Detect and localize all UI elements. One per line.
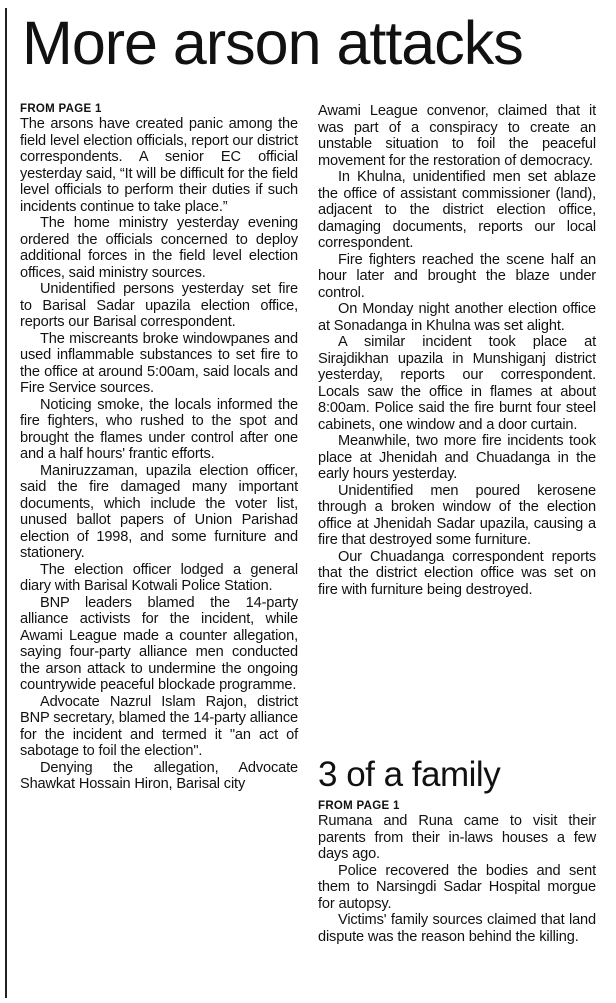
paragraph: The home ministry yesterday evening ordered the officials concerned to deploy additional forces in the field level election offices, said ministry sources. <box>20 215 298 281</box>
paragraph: Noticing smoke, the locals informed the fire fighters, who rushed to the spot and brought the flames under control after one and a half hours' frantic efforts. <box>20 396 298 462</box>
paragraph: In Khulna, unidentified men set ablaze the office of assistant commissioner (land), adjacent to the district election office, damaging documents, reports our local correspondent. <box>318 169 596 251</box>
paragraph: Unidentified persons yesterday set fire to Barisal Sadar upazila election office, reports our Barisal correspondent. <box>20 281 298 330</box>
paragraph: Our Chuadanga correspondent reports that the district election office was set on fire with furniture being destroyed. <box>318 548 596 598</box>
paragraph: Victims' family sources claimed that land dispute was the reason behind the killing. <box>318 912 596 945</box>
paragraph: The arsons have created panic among the field level election officials, report our district correspondents. A senior EC official yesterday said, “It will be difficult for the field level officials to perform their duties if such incidents continue to take place.” <box>20 116 298 215</box>
paragraph: BNP leaders blamed the 14-party alliance activists for the incident, while Awami League made a counter allegation, saying four-party alliance men conducted the arson attack to undermine the ongoing countrywide peaceful blockade programme. <box>20 594 298 693</box>
paragraph: Police recovered the bodies and sent them to Narsingdi Sadar Hospital morgue for autopsy. <box>318 862 596 912</box>
second-story <box>318 800 596 945</box>
paragraph: On Monday night another election office at Sonadanga in Khulna was set alight. <box>318 301 596 334</box>
headline: More arson attacks <box>22 9 523 77</box>
paragraph: Unidentified men poured kerosene through a broken window of the election office at Jhenidah Sadar upazila, causing a fire that destroyed some furniture. <box>318 482 596 548</box>
paragraph: Rumana and Runa came to visit their parents from their in-laws houses a few days ago. <box>318 813 596 862</box>
paragraph: Fire fighters reached the scene half an hour later and brought the blaze under control. <box>318 251 596 301</box>
second-story-headline: 3 of a family <box>318 755 501 794</box>
column-rule <box>5 8 7 998</box>
paragraph: Denying the allegation, Advocate Shawkat Hossain Hiron, Barisal city <box>20 759 298 792</box>
paragraph: The miscreants broke windowpanes and used inflammable substances to set fire to the office at around 5:00am, said locals and Fire Service sources. <box>20 330 298 396</box>
kicker: FROM PAGE 1 <box>20 103 102 115</box>
paragraph: Awami League convenor, claimed that it was part of a conspiracy to create an unstable situation to foil the peaceful movement for the restoration of democracy. <box>318 103 596 169</box>
paragraph: The election officer lodged a general diary with Barisal Kotwali Police Station. <box>20 561 298 594</box>
paragraph: Meanwhile, two more fire incidents took place at Jhenidah and Chuadanga in the early hours yesterday. <box>318 433 596 482</box>
paragraph: A similar incident took place at Sirajdikhan upazila in Munshiganj district yesterday, reports our correspondent. Locals saw the office in flames at about 8:00am. Police said the fire burnt four steel cabinets, one window and a door curtain. <box>318 334 596 433</box>
kicker: FROM PAGE 1 <box>318 800 400 812</box>
paragraph: Maniruzzaman, upazila election officer, said the fire damaged many important documents, which include the voter list, unused ballot papers of Union Parishad election of 1998, and some furniture and stationery. <box>20 462 298 561</box>
paragraph: Advocate Nazrul Islam Rajon, district BNP secretary, blamed the 14-party alliance for the incident and termed it "an act of sabotage to foil the election". <box>20 693 298 759</box>
story-continuation <box>318 103 596 598</box>
left-column <box>20 103 298 793</box>
